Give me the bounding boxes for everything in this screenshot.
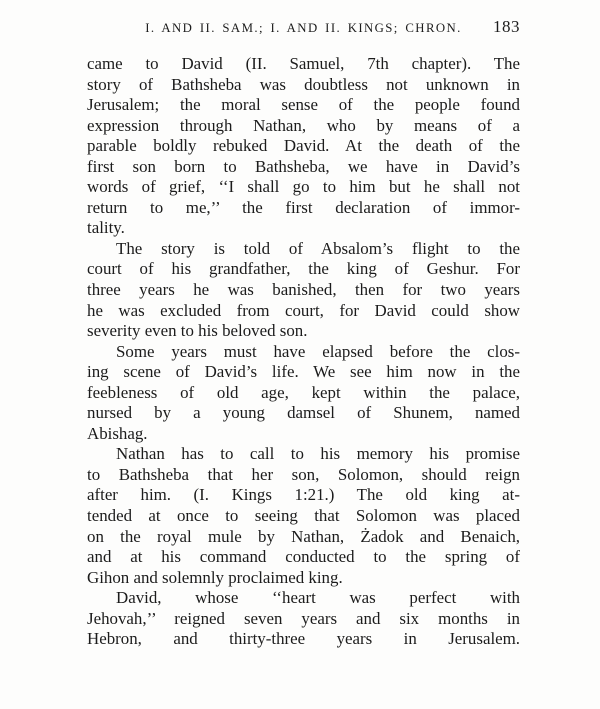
text-line: words of grief, ‘‘I shall go to him but he shall not [87,177,520,197]
text-line: The story is told of Absalom’s flight to the [116,238,520,258]
text-line: Some years must have elapsed before the clos- [116,341,520,361]
text-line: Gihon and solemnly proclaimed king. [87,567,343,587]
text-line: Jehovah,’’ reigned seven years and six months in [87,608,520,628]
text-line: came to David (II. Samuel, 7th chapter). The [87,54,520,73]
text-line: Hebron, and thirty-three years in Jerusalem. [87,629,520,649]
text-line: Nathan has to call to his memory his promise [116,444,520,464]
text-line: and at his command conducted to the spring of [87,547,520,567]
text-line: three years he was banished, then for two years [87,280,520,300]
running-head [87,18,520,38]
running-head-title: I. AND II. SAM.; I. AND II. KINGS; CHRON. [145,21,462,35]
text-line: parable boldly rebuked David. At the death of the [87,136,520,156]
text-line: David, whose ‘‘heart was perfect with [116,588,520,608]
text-line: first son born to Bathsheba, we have in David’s [87,156,520,176]
text-line: expression through Nathan, who by means of a [87,115,520,135]
text-line: return to me,’’ the first declaration of immor- [87,197,520,217]
text-line: Jerusalem; the moral sense of the people found [87,95,520,115]
text-line: story of Bathsheba was doubtless not unknown in [87,74,520,94]
paragraph [87,54,520,239]
text-line: feebleness of old age, kept within the palace, [87,382,520,402]
paragraph [87,342,520,445]
text-line: tality. [87,218,125,238]
text-line: on the royal mule by Nathan, Żadok and Benaich, [87,526,520,546]
body-text [87,54,520,650]
text-line: ing scene of David’s life. We see him now in the [87,362,520,382]
paragraph [87,239,520,342]
text-line: after him. (I. Kings 1:21.) The old king at- [87,485,520,505]
page-number: 183 [493,17,520,36]
paragraph [87,588,520,650]
text-line: severity even to his beloved son. [87,321,308,341]
text-line: to Bathsheba that her son, Solomon, should reign [87,464,520,484]
text-line: Abishag. [87,423,148,443]
text-line: tended at once to seeing that Solomon was placed [87,506,520,526]
text-line: he was excluded from court, for David could show [87,300,520,320]
paragraph [87,444,520,588]
text-line: nursed by a young damsel of Shunem, named [87,403,520,423]
text-line: court of his grandfather, the king of Geshur. For [87,259,520,279]
